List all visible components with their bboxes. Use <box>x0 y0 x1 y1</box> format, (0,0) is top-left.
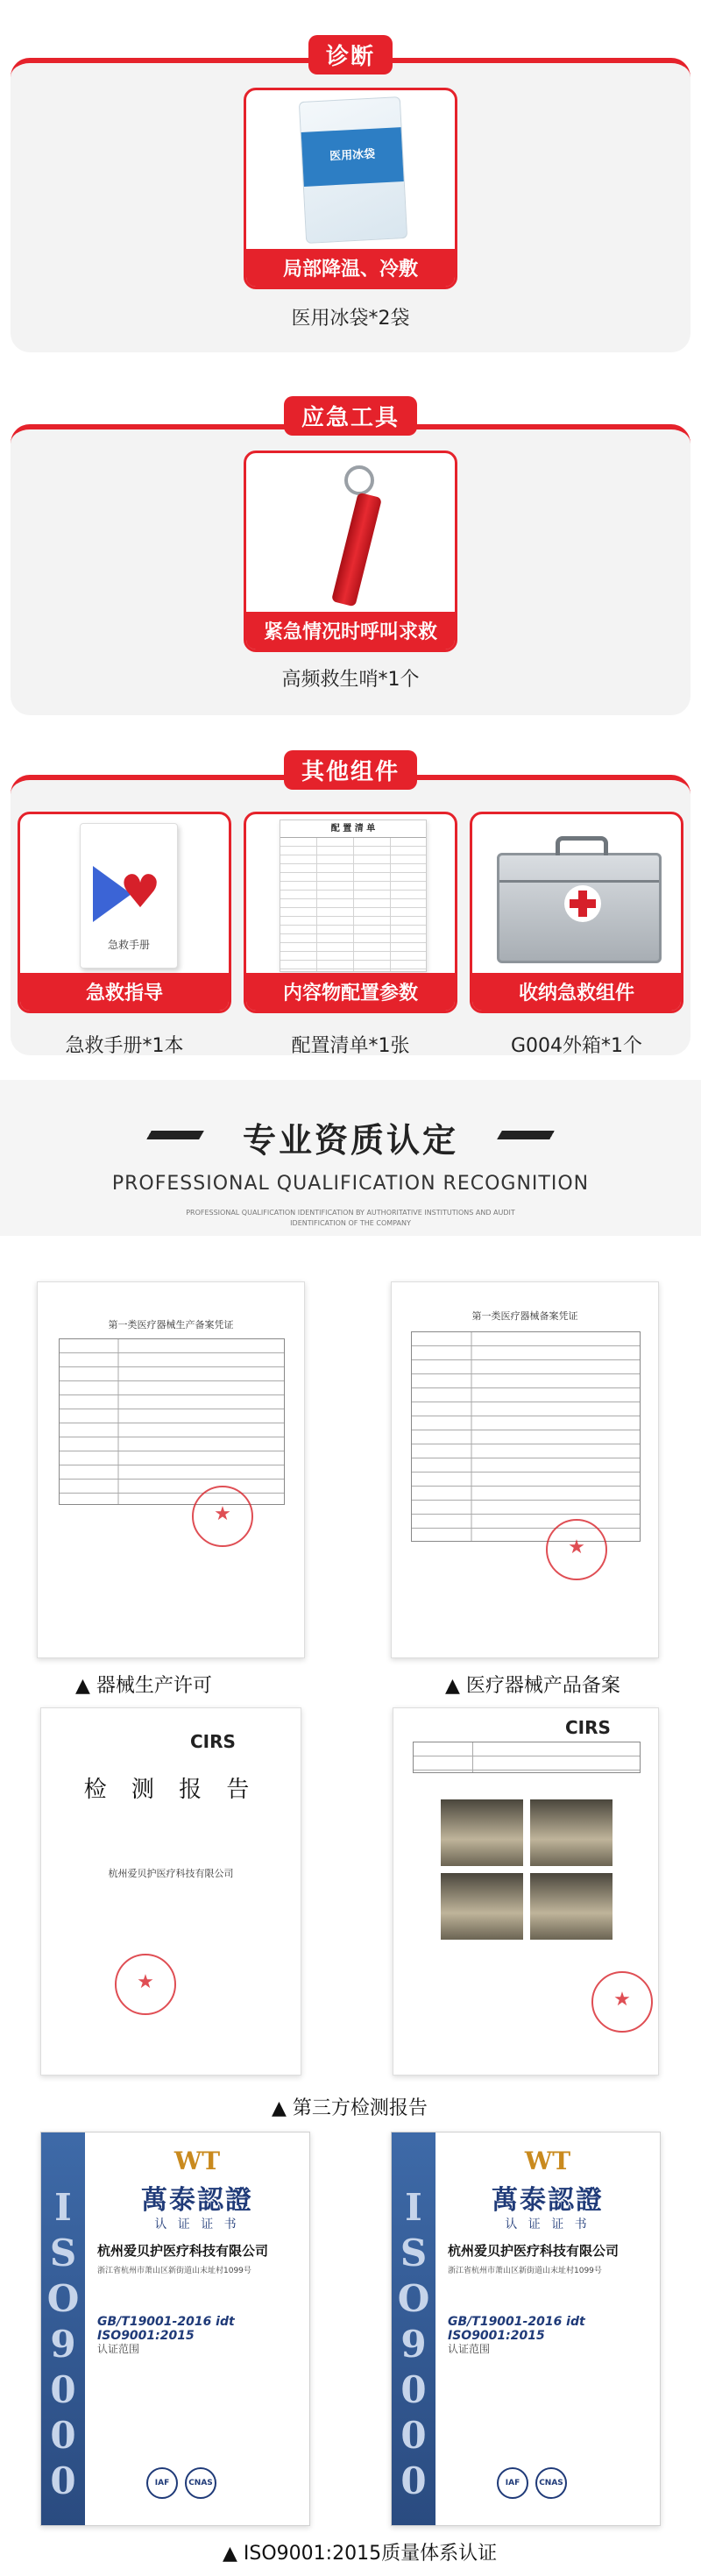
report-company: 杭州爱贝护医疗科技有限公司 <box>108 1868 234 1879</box>
sample-photos <box>441 1799 612 1940</box>
section-title: 其他组件 <box>284 750 417 790</box>
doc-caption: ▲ ISO9001:2015质量体系认证 <box>223 2543 498 2565</box>
fine-print-line-2: IDENTIFICATION OF THE COMPANY <box>290 1219 411 1227</box>
qualification-fine-print <box>0 1208 701 1229</box>
cert-scope: 认证范围 <box>97 2343 140 2355</box>
manual-icon: ♥ 急救手册 <box>20 814 229 976</box>
cert-address: 浙江省杭州市萧山区新街道山末址村1099号 <box>448 2267 602 2275</box>
item-card-manual[interactable] <box>18 812 231 1013</box>
product-filing-document[interactable] <box>391 1281 659 1658</box>
item-card-ice-pack[interactable] <box>244 88 457 289</box>
doc-caption: ▲ 第三方检测报告 <box>272 2097 428 2119</box>
test-report-photos[interactable] <box>393 1707 659 2076</box>
item-label: 紧急情况时呼叫求救 <box>246 612 455 649</box>
qualification-subtitle-en: PROFESSIONAL QUALIFICATION RECOGNITION <box>111 1173 590 1195</box>
pack-text: 医用冰袋 <box>329 147 376 164</box>
report-title: 检 测 报 告 <box>83 1777 258 1803</box>
iaf-logo: IAF <box>497 2467 528 2499</box>
manual-text: 急救手册 <box>107 939 150 951</box>
item-caption: 急救手册*1本 <box>65 1035 184 1057</box>
ice-pack-icon <box>246 90 455 252</box>
cert-company: 杭州爱贝护医疗科技有限公司 <box>97 2243 269 2259</box>
section-diagnosis <box>0 0 701 368</box>
cert-brand-name: 萬泰認證 <box>492 2185 604 2216</box>
doc-caption: ▲ 器械生产许可 <box>75 1675 212 1697</box>
item-label: 急救指导 <box>20 973 229 1011</box>
cert-standard: GB/T19001-2016 idt ISO9001:2015 <box>448 2315 585 2343</box>
cert-standard: GB/T19001-2016 idt ISO9001:2015 <box>97 2315 235 2343</box>
doc-title: 第一类医疗器械生产备案凭证 <box>108 1319 234 1331</box>
fine-print-line-1: PROFESSIONAL QUALIFICATION IDENTIFICATION BY AUTHORITATIVE INSTITUTIONS AND AUDIT <box>186 1209 515 1217</box>
item-card-whistle[interactable] <box>244 451 457 652</box>
sheet-title: 配 置 清 单 <box>280 820 426 838</box>
cert-scope: 认证范围 <box>448 2343 491 2355</box>
item-label: 内容物配置参数 <box>246 973 455 1011</box>
cirs-logo: CIRS <box>190 1731 236 1752</box>
item-card-config-sheet[interactable] <box>244 812 457 1013</box>
section-emergency-tools <box>0 368 701 719</box>
item-card-case[interactable] <box>470 812 683 1013</box>
cnas-logo: CNAS <box>535 2467 567 2499</box>
whistle-icon <box>246 453 455 614</box>
iso-certificate-right[interactable] <box>391 2132 661 2526</box>
section-title: 诊断 <box>308 35 393 75</box>
test-report-cover[interactable] <box>40 1707 301 2076</box>
iso-band-text: ISO9000 <box>397 2186 430 2502</box>
item-label: 收纳急救组件 <box>472 973 681 1011</box>
cert-brand-name: 萬泰認證 <box>141 2185 253 2216</box>
cert-subtitle: 认 证 证 书 <box>505 2218 591 2232</box>
cert-address: 浙江省杭州市萧山区新街道山末址村1099号 <box>97 2267 251 2275</box>
section-title: 应急工具 <box>284 396 417 436</box>
red-seal <box>192 1486 253 1547</box>
iso-band-text: ISO9000 <box>46 2186 80 2502</box>
section-other-components <box>0 727 701 1078</box>
doc-caption: ▲ 医疗器械产品备案 <box>445 1675 620 1697</box>
doc-title: 第一类医疗器械备案凭证 <box>471 1310 578 1322</box>
production-license-document[interactable] <box>37 1281 305 1658</box>
cnas-logo: CNAS <box>185 2467 216 2499</box>
wt-logo: WT <box>173 2147 221 2175</box>
red-seal <box>546 1519 607 1580</box>
item-caption: G004外箱*1个 <box>510 1035 643 1057</box>
config-sheet-icon <box>246 814 455 976</box>
item-caption: 配置清单*1张 <box>291 1035 410 1057</box>
aluminum-case-icon <box>472 814 681 976</box>
wt-logo: WT <box>524 2147 571 2175</box>
cert-subtitle: 认 证 证 书 <box>154 2218 240 2232</box>
qualification-title: 专业资质认定 <box>242 1121 458 1160</box>
cert-company: 杭州爱贝护医疗科技有限公司 <box>448 2243 620 2259</box>
item-label: 局部降温、冷敷 <box>246 249 455 287</box>
cirs-logo: CIRS <box>565 1717 611 1738</box>
item-caption: 医用冰袋*2袋 <box>291 308 410 330</box>
red-seal <box>591 1971 653 2033</box>
iaf-logo: IAF <box>146 2467 178 2499</box>
iso-certificate-left[interactable] <box>40 2132 310 2526</box>
red-seal <box>115 1954 176 2015</box>
item-caption: 高频救生哨*1个 <box>281 669 420 691</box>
